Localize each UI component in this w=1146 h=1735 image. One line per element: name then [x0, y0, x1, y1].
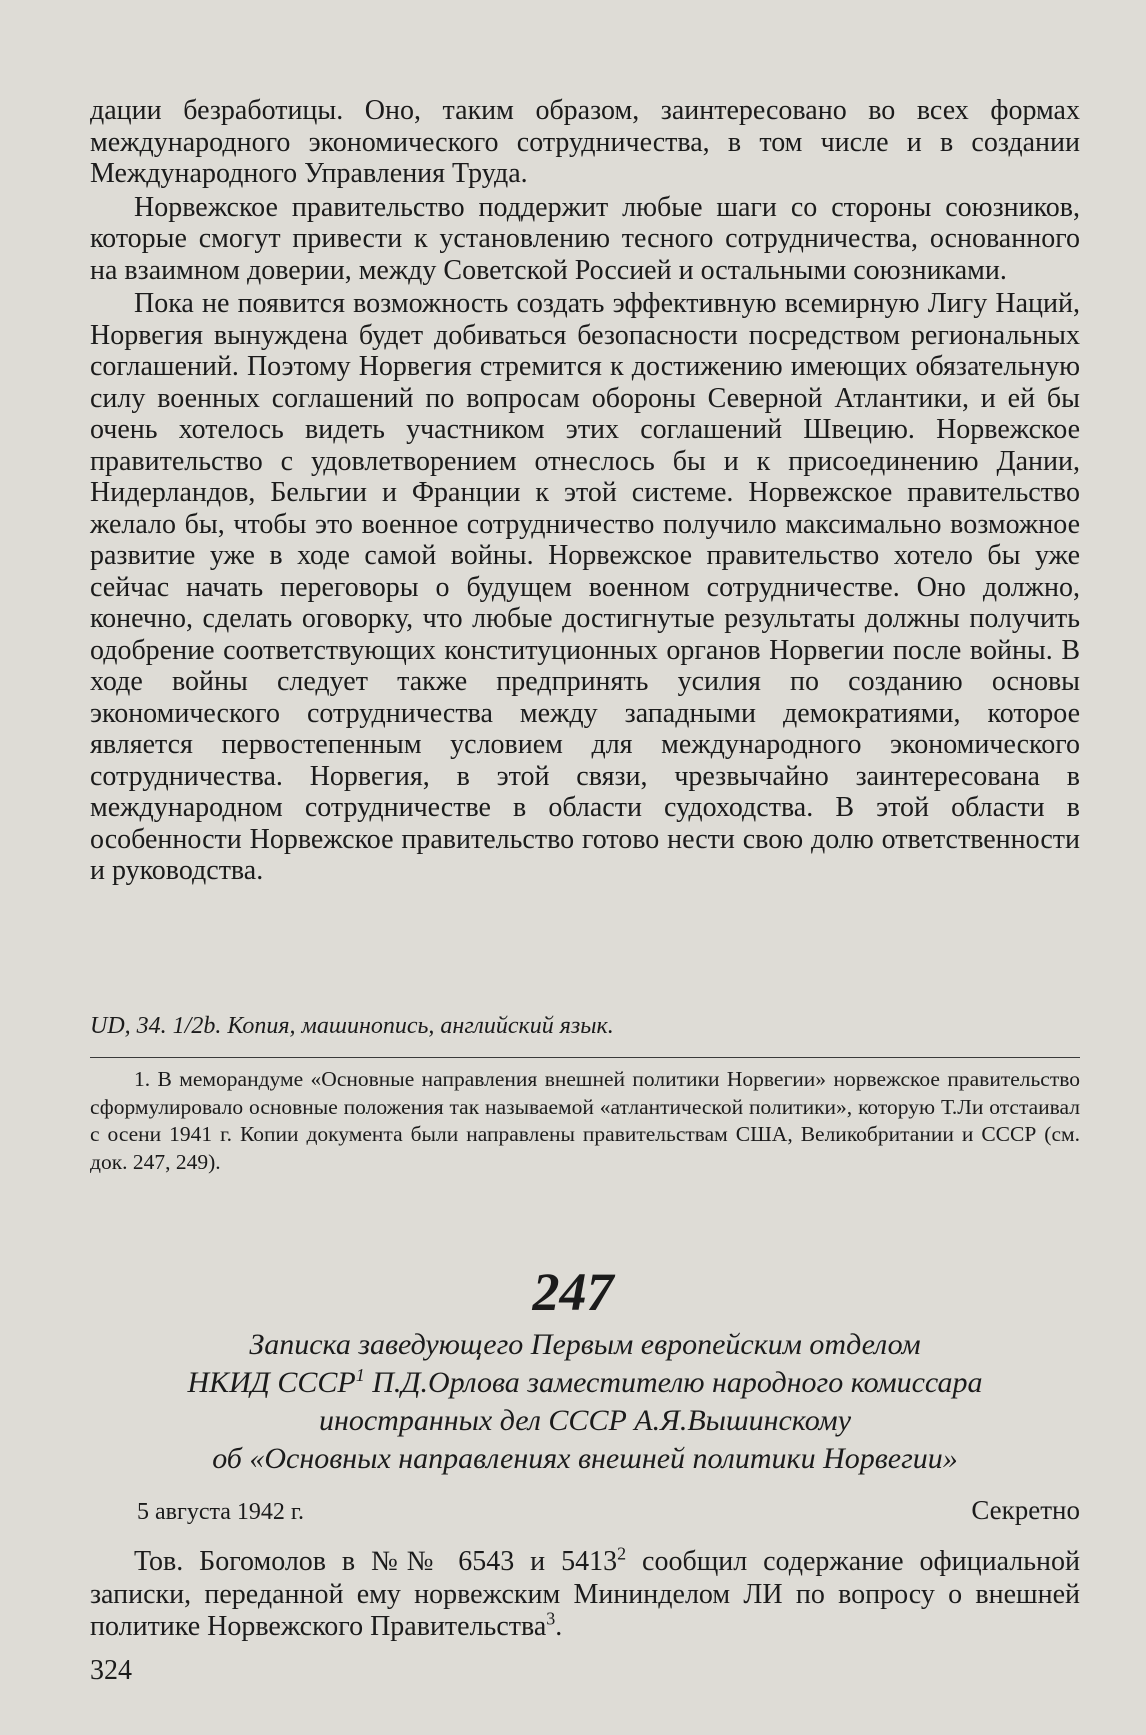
paragraph-1: дации безработицы. Оно, таким образом, заинтересовано во всех формах международного экономического сотрудничества, в том числе и в создании Международного Управления Труда. [90, 95, 1080, 189]
footnote-divider [90, 1057, 1080, 1058]
title-footnote-ref: 1 [355, 1365, 365, 1385]
title-line-4: об «Основных направлениях внешней политики Норвегии» [212, 1442, 958, 1475]
footnote [90, 1066, 1080, 1176]
classification-label: Секретно [971, 1495, 1080, 1525]
closing-paragraph: Тов. Богомолов в №№ 6543 и 5413$^2$ сообщил содержание официальной записки, переданной ему норвежским Мининделом ЛИ по вопросу о внешней политике Норвежского Правительства$^3$. [90, 1543, 1080, 1642]
title-line-2: НКИД СССР$^1$ П.Д.Орлова заместителю народного комиссара [187, 1365, 983, 1399]
footnote-ref-2: 2 [617, 1543, 627, 1564]
document-title [90, 1326, 1080, 1478]
document-number: 247 [532, 1262, 614, 1322]
page-number: 324 [90, 1655, 132, 1686]
paragraph-2: Норвежское правительство поддержит любые шаги со стороны союзников, которые смогут привести к установлению тесного сотрудничества, основанного на взаимном доверии, между Советской Россией и остальными союзниками. [90, 191, 1080, 286]
title-line-1: Записка заведующего Первым европейским отделом [249, 1328, 921, 1361]
closing-text [90, 1543, 1080, 1644]
source-note: UD, 34. 1/2b. Копия, машинопись, английский язык. [90, 1013, 614, 1039]
footnote-text: 1. В меморандуме «Основные направления внешней политики Норвегии» норвежское правительство сформулировало основные положения так называемой «атлантической политики», которую Т.Ли отстаивал с осени 1941 г. Копии документа были направлены правительствам США, Великобритании и СССР (см. док. 247, 249). [90, 1067, 1080, 1174]
title-line-3: иностранных дел СССР А.Я.Вышинскому [318, 1404, 852, 1437]
paragraph-3: Пока не появится возможность создать эффективную всемирную Лигу Наций, Норвегия вынуждена будет добиваться безопасности посредством региональных соглашений. Поэтому Норвегия стремится к достижению имеющих обязательную силу военных соглашений по вопросам обороны Северной Атлантики, и ей бы очень хотелось видеть участником этих соглашений Швецию. Норвежское правительство с удовлетворением отнеслось бы и к присоединению Дании, Нидерландов, Бельгии и Франции к этой системе. Норвежское правительство желало бы, чтобы это военное сотрудничество получило максимально возможное развитие уже в ходе самой войны. Норвежское правительство хотело бы уже сейчас начать переговоры о будущем военном сотрудничестве. Оно должно, конечно, сделать оговорку, что любые достигнутые результаты должны получить одобрение соответствующих конституционных органов Норвегии после войны. В ходе войны следует также предпринять усилия по созданию основы экономического сотрудничества между западными демократиями, которое является первостепенным условием для международного экономического сотрудничества. Норвегия, в этой связи, чрезвычайно заинтересована в международном сотрудничестве в области судоходства. В этой области в особенности Норвежское правительство готово нести свою долю ответственности и руководства. [90, 288, 1080, 886]
main-text [90, 95, 1080, 889]
document-date: 5 августа 1942 г. [137, 1499, 305, 1525]
footnote-ref-3: 3 [546, 1608, 556, 1629]
